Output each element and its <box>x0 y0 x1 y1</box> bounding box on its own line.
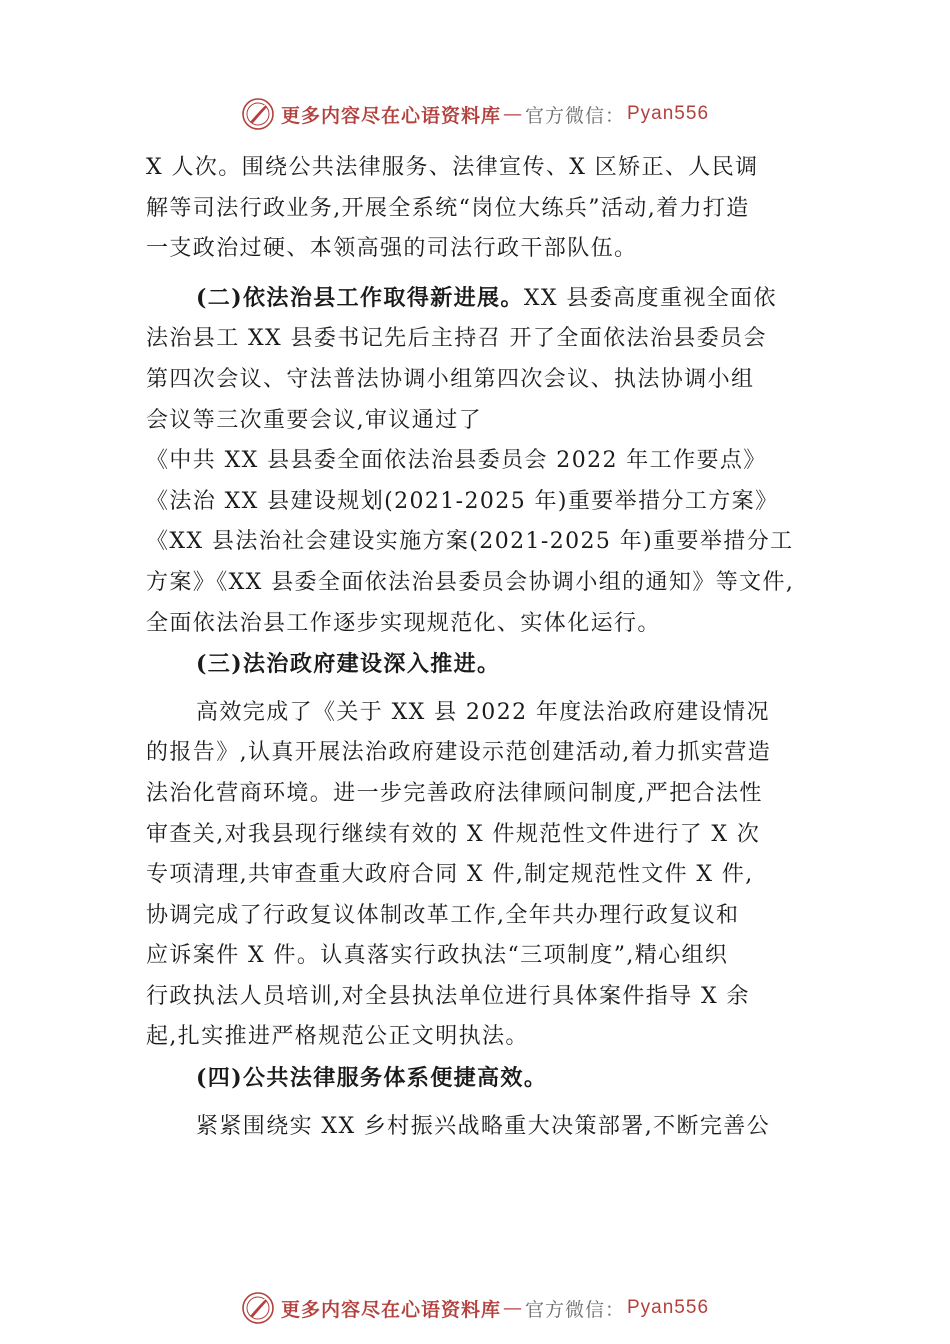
text-line: 全面依法治县工作逐步实现规范化、实体化运行。 <box>146 610 661 636</box>
feather-pen-seal-icon <box>241 97 275 131</box>
watermark-main-text: 更多内容尽在心语资料库 <box>280 104 501 127</box>
watermark-dash: — <box>502 103 523 125</box>
watermark-main-text: 更多内容尽在心语资料库 <box>280 1298 501 1321</box>
text-line: 的报告》,认真开展法治政府建设示范创建活动,着力抓实营造 <box>146 740 772 766</box>
text-line: 协调完成了行政复议体制改革工作,全年共办理行政复议和 <box>146 902 740 928</box>
text-line: 高效完成了《关于 XX 县 2022 年度法治政府建设情况 <box>196 699 770 725</box>
text-line: 审查关,对我县现行继续有效的 X 件规范性文件进行了 X 次 <box>146 821 761 847</box>
text-line: 一支政治过硬、本领高强的司法行政干部队伍。 <box>146 236 638 262</box>
feather-pen-seal-icon <box>241 1291 275 1325</box>
section-heading: (二)依法治县工作取得新进展。 <box>196 284 524 311</box>
section-heading: (三)法治政府建设深入推进。 <box>196 651 501 678</box>
watermark-dash: — <box>502 1297 523 1319</box>
text-line: 行政执法人员培训,对全县执法单位进行具体案件指导 X 余 <box>146 983 750 1009</box>
text-line: 《中共 XX 县县委全面依法治县委员会 2022 年工作要点》 <box>146 448 767 474</box>
watermark-wechat-label: 官方微信： <box>524 1298 625 1321</box>
section-heading: (四)公共法律服务体系便捷高效。 <box>196 1065 548 1092</box>
header-watermark <box>0 96 950 132</box>
text-line: 紧紧围绕实 XX 乡村振兴战略重大决策部署,不断完善公 <box>196 1113 771 1139</box>
text-line: 会议等三次重要会议,审议通过了 <box>146 407 482 433</box>
text-line: 第四次会议、守法普法协调小组第四次会议、执法协调小组 <box>146 366 755 392</box>
text-line: 专项清理,共审查重大政府合同 X 件,制定规范性文件 X 件, <box>146 862 754 888</box>
text-line: 方案》《XX 县委全面依法治县委员会协调小组的通知》等文件, <box>146 569 795 595</box>
text-line: 法治县工 XX 县委书记先后主持召 开了全面依法治县委员会 <box>146 326 767 352</box>
text-line: 法治化营商环境。进一步完善政府法律顾问制度,严把合法性 <box>146 780 763 806</box>
watermark-wechat-id: Pyan556 <box>627 103 710 124</box>
text-line: 应诉案件 X 件。认真落实行政执法“三项制度”,精心组织 <box>146 943 729 969</box>
text-line: X 人次。围绕公共法律服务、法律宣传、X 区矫正、人民调 <box>146 155 759 180</box>
text-line: 《XX 县法治社会建设实施方案(2021-2025 年)重要举措分工 <box>146 529 794 555</box>
text-line: 《法治 XX 县建设规划(2021-2025 年)重要举措分工方案》 <box>146 488 779 514</box>
watermark-wechat-label: 官方微信： <box>524 104 625 127</box>
section-two-first-line <box>146 278 811 320</box>
text-line: 解等司法行政业务,开展全系统“岗位大练兵”活动,着力打造 <box>146 195 750 221</box>
text-line: 起,扎实推进严格规范公正文明执法。 <box>146 1024 529 1050</box>
document-body <box>146 148 811 1147</box>
footer-watermark <box>0 1290 950 1326</box>
text-line: XX 县委高度重视全面依 <box>523 285 777 311</box>
watermark-wechat-id: Pyan556 <box>627 1297 710 1318</box>
